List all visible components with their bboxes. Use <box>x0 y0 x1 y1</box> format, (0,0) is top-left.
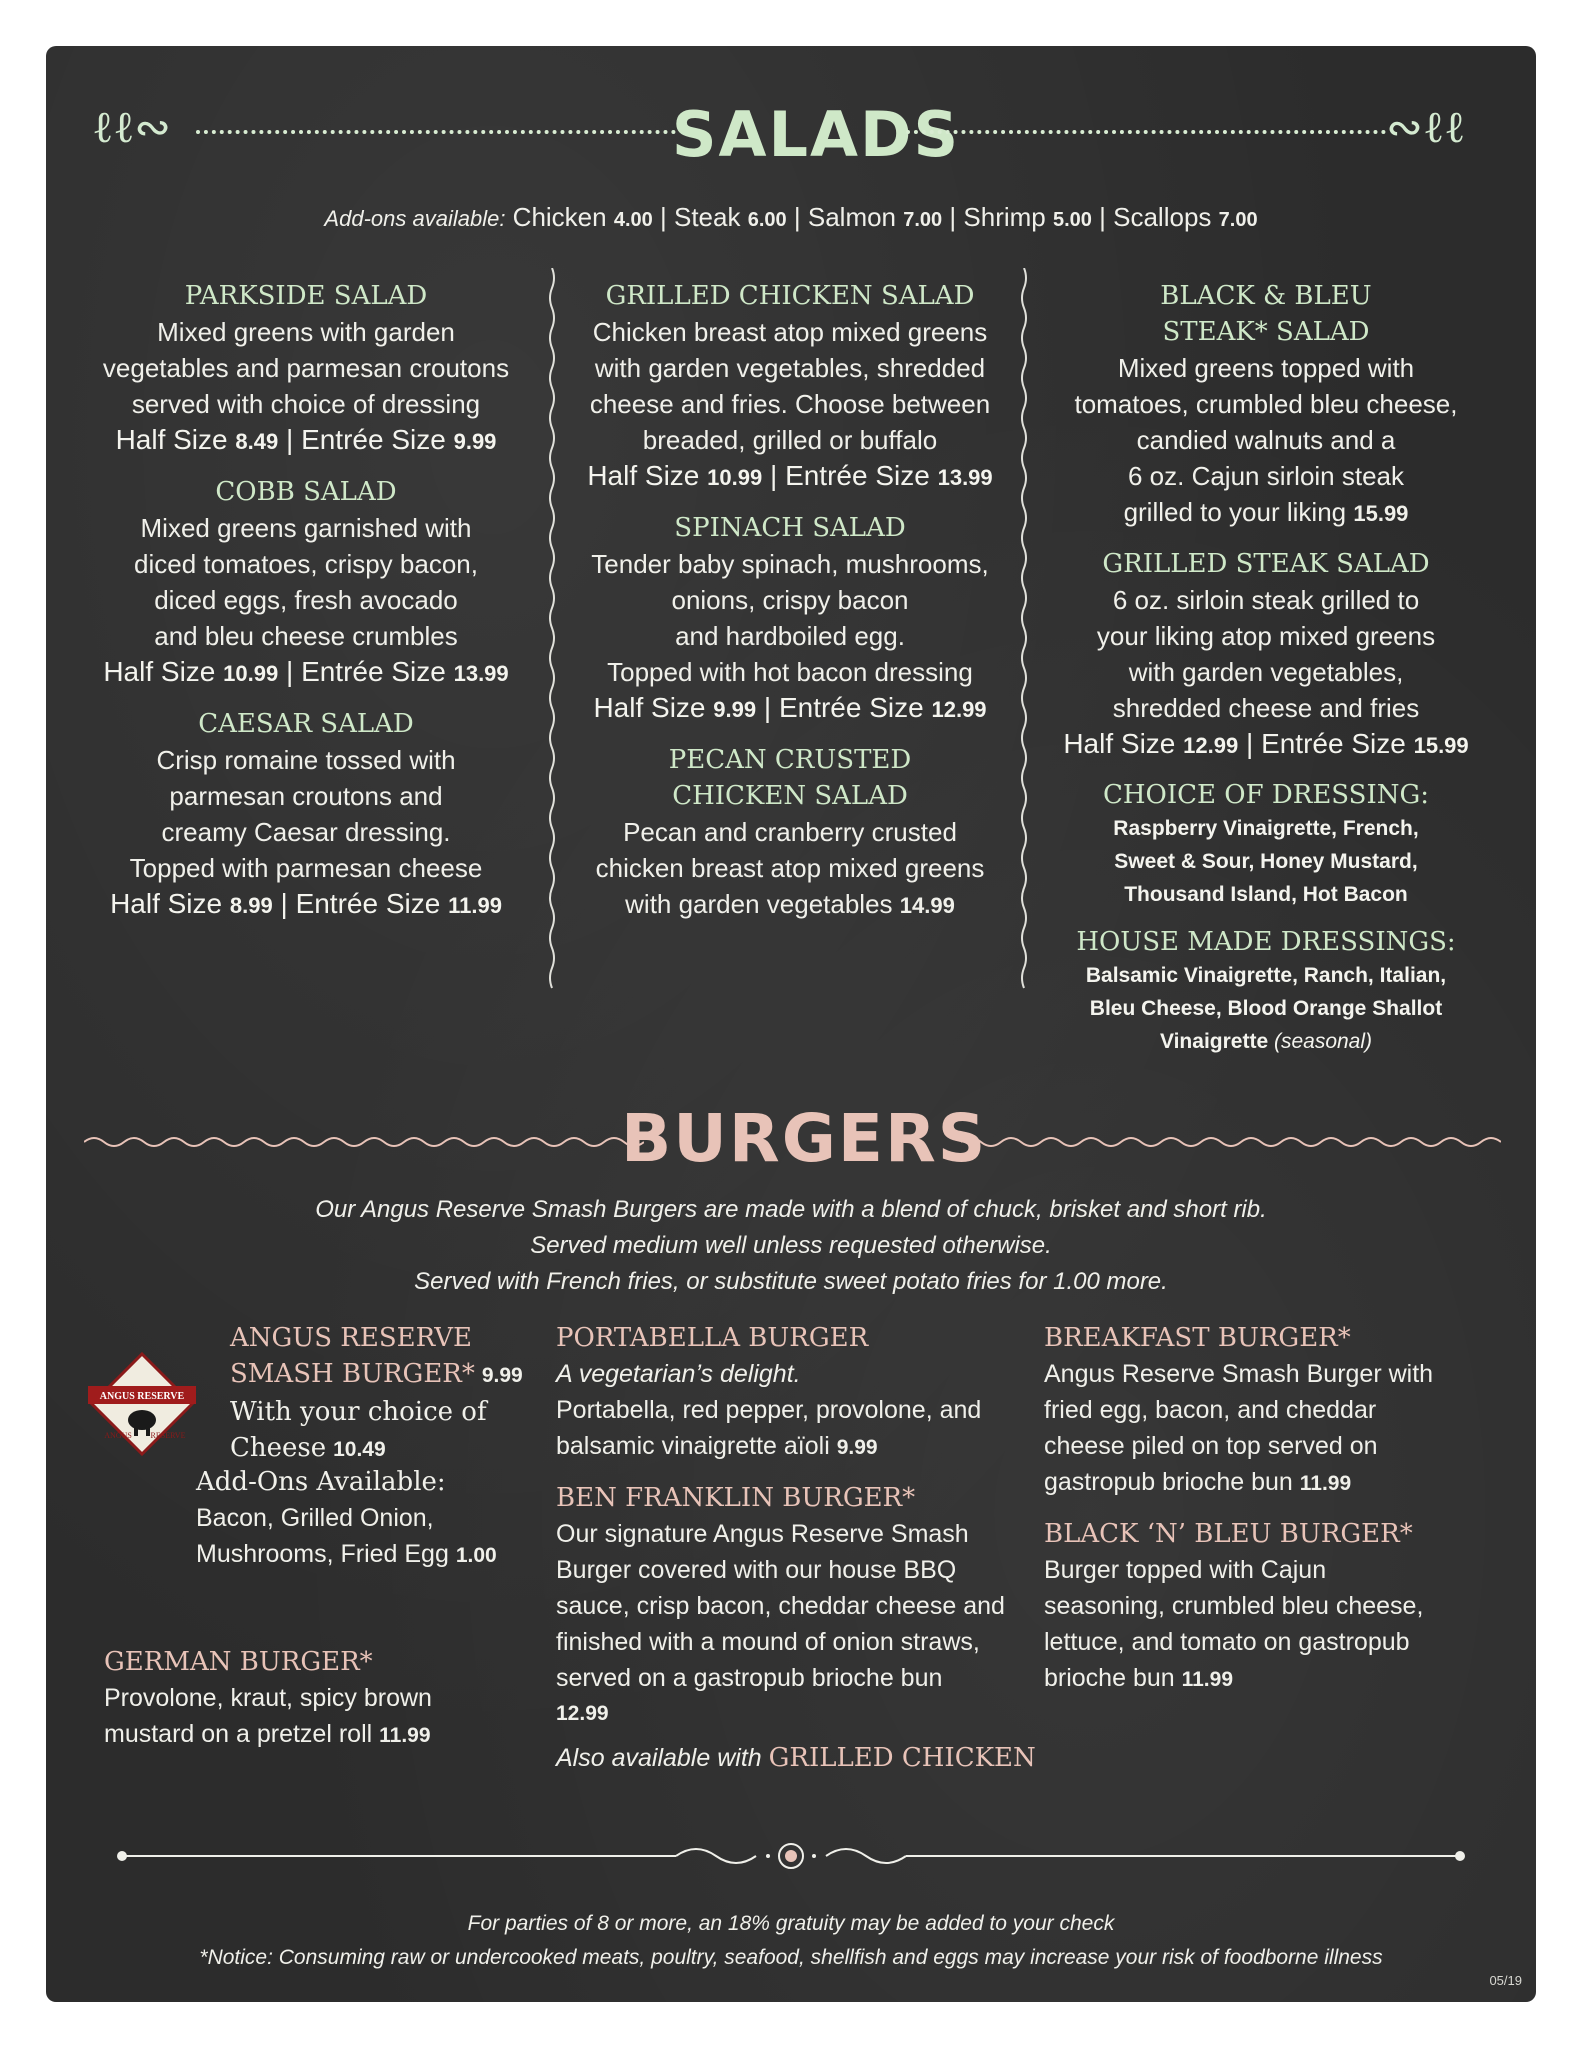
item-price: Half Size 10.99 | Entrée Size 13.99 <box>103 656 509 687</box>
item-name: PORTABELLA BURGER <box>556 1323 869 1353</box>
grilled-steak-salad: GRILLED STEAK SALAD 6 oz. sirloin steak grilled to your liking atop mixed greens with garden vegetables, shredded cheese and fries Half Size 12.99 | Entrée Size 15.99 <box>1036 546 1496 764</box>
column-divider-2 <box>1020 268 1028 998</box>
salad-column-3 <box>1036 278 1496 1072</box>
item-price: 9.99 <box>481 1364 523 1387</box>
item-price: 11.99 <box>1181 1668 1234 1691</box>
menu-version-code: 05/19 <box>1489 1973 1522 1988</box>
right-swirl-icon: ∾ℓℓ <box>1386 102 1466 153</box>
angus-reserve-smash-burger: ANGUS RESERVE SMASH BURGER* 9.99 With your choice of Cheese 10.49 <box>230 1320 570 1468</box>
breakfast-burger: BREAKFAST BURGER* Angus Reserve Smash Burger with fried egg, bacon, and cheddar cheese piled on top served on gastropub brioche bun 11.99 <box>1044 1320 1494 1502</box>
foodborne-notice: *Notice: Consuming raw or undercooked meats, poultry, seafood, shellfish and eggs may increase your risk of foodborne illness <box>199 1946 1383 1969</box>
item-name: SPINACH SALAD <box>674 513 906 543</box>
grilled-chicken-option: GRILLED CHICKEN <box>768 1743 1036 1773</box>
addon-steak: Steak 6.00 <box>673 202 787 232</box>
item-price: 12.99 <box>556 1702 609 1725</box>
parkside-salad: PARKSIDE SALAD Mixed greens with garden vegetables and parmesan croutons served with choice of dressing Half Size 8.49 | Entrée Size 9.99 <box>86 278 526 460</box>
german-burger: GERMAN BURGER* Provolone, kraut, spicy brown mustard on a pretzel roll 11.99 <box>104 1644 544 1754</box>
header-dotted-rule-right <box>906 130 1386 134</box>
item-price: 14.99 <box>899 893 955 918</box>
angus-addons: Add-Ons Available: Bacon, Grilled Onion, Mushrooms, Fried Egg 1.00 <box>196 1464 536 1574</box>
black-bleu-steak-salad: BLACK & BLEU STEAK* SALAD Mixed greens topped with tomatoes, crumbled bleu cheese, candied walnuts and a 6 oz. Cajun sirloin steak grilled to your liking 15.99 <box>1036 278 1496 532</box>
logo-banner-text: ANGUS RESERVE <box>99 1391 185 1402</box>
salad-column-1 <box>86 278 526 938</box>
gratuity-note: For parties of 8 or more, an 18% gratuity may be added to your check <box>467 1912 1115 1935</box>
dressing-heading: CHOICE OF DRESSING: <box>1102 780 1430 810</box>
ben-franklin-burger: BEN FRANKLIN BURGER* Our signature Angus Reserve Smash Burger covered with our house BBQ sauce, crisp bacon, cheddar cheese and finished with a mound of onion straws, served on a gastropub brioche bun 12.99 <box>556 1480 1036 1732</box>
item-name: COBB SALAD <box>215 477 397 507</box>
salad-addons: Add-ons available: Chicken 4.00 | Steak 6.00 | Salmon 7.00 | Shrimp 5.00 | Scallops 7.00 <box>324 202 1258 232</box>
menu-board <box>46 46 1536 2002</box>
angus-reserve-logo <box>88 1350 196 1458</box>
item-price: 15.99 <box>1353 501 1409 526</box>
addons-heading: Add-Ons Available: <box>196 1467 446 1497</box>
item-price: Half Size 8.49 | Entrée Size 9.99 <box>115 424 497 455</box>
header-dotted-rule-left <box>196 130 676 134</box>
salad-column-2 <box>568 278 1012 938</box>
house-made-dressings: HOUSE MADE DRESSINGS: Balsamic Vinaigrette, Ranch, Italian, Bleu Cheese, Blood Orange Shallot Vinaigrette (seasonal) <box>1036 925 1496 1058</box>
item-name: BLACK ‘N’ BLEU BURGER* <box>1044 1519 1413 1549</box>
addon-salmon: Salmon 7.00 <box>807 202 943 232</box>
burger-column-2 <box>556 1320 1036 1776</box>
item-name: PECAN CRUSTED <box>668 745 912 775</box>
item-price: Half Size 12.99 | Entrée Size 15.99 <box>1063 728 1469 759</box>
item-name: CAESAR SALAD <box>198 709 414 739</box>
spinach-salad: SPINACH SALAD Tender baby spinach, mushrooms, onions, crispy bacon and hardboiled egg. Topped with hot bacon dressing Half Size 9.99 | Entrée Size 12.99 <box>568 510 1012 728</box>
item-price: Half Size 8.99 | Entrée Size 11.99 <box>110 888 502 919</box>
item-name: GRILLED CHICKEN SALAD <box>605 281 975 311</box>
item-price: 11.99 <box>1299 1472 1352 1495</box>
burgers-intro: Our Angus Reserve Smash Burgers are made with a blend of chuck, brisket and short rib. Served medium well unless requested otherwise. Served with French fries, or substitute sweet potato fries for 1.00 more. <box>315 1196 1267 1295</box>
dressing-heading: HOUSE MADE DRESSINGS: <box>1076 927 1456 957</box>
item-name-line-2: STEAK* SALAD <box>1162 317 1370 347</box>
burger-column-3 <box>1044 1320 1494 1698</box>
caesar-salad: CAESAR SALAD Crisp romaine tossed with parmesan croutons and creamy Caesar dressing. Topped with parmesan cheese Half Size 8.99 | Entrée Size 11.99 <box>86 706 526 924</box>
burgers-wavy-rule-right <box>961 1134 1501 1150</box>
svg-text:RESERVE: RESERVE <box>150 1431 186 1440</box>
ornamental-divider <box>116 1836 1466 1876</box>
cobb-salad: COBB SALAD Mixed greens garnished with diced tomatoes, crispy bacon, diced eggs, fresh avocado and bleu cheese crumbles Half Size 10.99 | Entrée Size 13.99 <box>86 474 526 692</box>
burgers-title: BURGERS <box>621 1100 988 1177</box>
addon-scallops: Scallops 7.00 <box>1113 202 1258 232</box>
left-swirl-icon: ℓℓ∾ <box>92 102 172 153</box>
item-name-line-2: SMASH BURGER* <box>230 1359 475 1389</box>
item-name: GERMAN BURGER* <box>104 1647 373 1677</box>
salads-title: SALADS <box>671 98 961 171</box>
cheese-price: 10.49 <box>333 1438 386 1461</box>
item-name-line-2: CHICKEN SALAD <box>672 781 908 811</box>
column-divider-1 <box>548 268 556 998</box>
grilled-chicken-salad: GRILLED CHICKEN SALAD Chicken breast atop mixed greens with garden vegetables, shredded cheese and fries. Choose between breaded, grilled or buffalo Half Size 10.99 | Entrée Size 13.99 <box>568 278 1012 496</box>
item-name: GRILLED STEAK SALAD <box>1102 549 1430 579</box>
pecan-crusted-chicken-salad: PECAN CRUSTED CHICKEN SALAD Pecan and cranberry crusted chicken breast atop mixed greens with garden vegetables 14.99 <box>568 742 1012 924</box>
item-price: Half Size 9.99 | Entrée Size 12.99 <box>593 692 987 723</box>
choice-of-dressing: CHOICE OF DRESSING: Raspberry Vinaigrette, French, Sweet & Sour, Honey Mustard, Thousand Island, Hot Bacon <box>1036 778 1496 911</box>
item-price: Half Size 10.99 | Entrée Size 13.99 <box>587 460 993 491</box>
item-name: PARKSIDE SALAD <box>184 281 428 311</box>
item-tagline: A vegetarian’s delight. <box>556 1360 801 1388</box>
item-name: ANGUS RESERVE <box>230 1323 473 1353</box>
black-n-bleu-burger: BLACK ‘N’ BLEU BURGER* Burger topped with Cajun seasoning, crumbled bleu cheese, lettuce, and tomato on gastropub brioche bun 11.99 <box>1044 1516 1494 1698</box>
item-price: 9.99 <box>836 1436 878 1459</box>
svg-text:ANGUS: ANGUS <box>104 1431 132 1440</box>
item-name: BREAKFAST BURGER* <box>1044 1323 1351 1353</box>
burgers-wavy-rule-left <box>84 1134 644 1150</box>
item-name: BEN FRANKLIN BURGER* <box>556 1483 916 1513</box>
addon-chicken: Chicken 4.00 <box>512 202 653 232</box>
addons-price: 1.00 <box>455 1544 497 1567</box>
addons-label: Add-ons available: <box>324 206 506 231</box>
portabella-burger: PORTABELLA BURGER A vegetarian’s delight. Portabella, red pepper, provolone, and balsamic vinaigrette aïoli 9.99 <box>556 1320 1036 1466</box>
addon-shrimp: Shrimp 5.00 <box>963 202 1092 232</box>
item-price: 11.99 <box>379 1724 431 1747</box>
item-name: BLACK & BLEU <box>1160 281 1372 311</box>
also-available: Also available with GRILLED CHICKEN <box>556 1743 1036 1773</box>
